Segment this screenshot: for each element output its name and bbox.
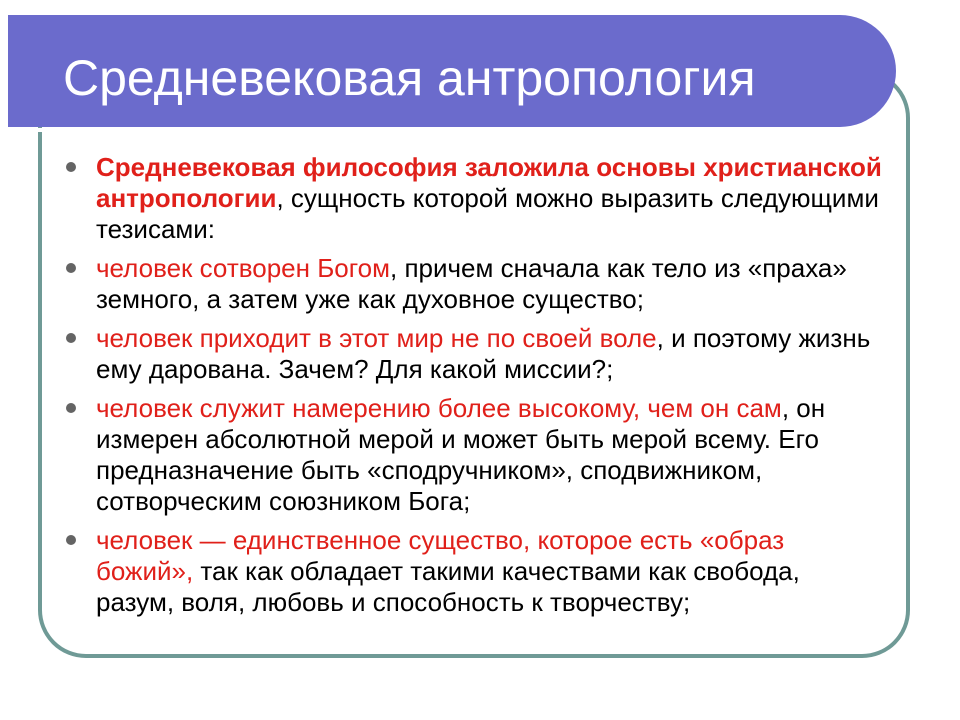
bullet-text bbox=[96, 253, 882, 315]
bullet-rest: , сущность которой можно выразить следующими тезисами: bbox=[96, 183, 879, 244]
bullet-rest: , он измерен абсолютной мерой и может быть мерой всему. Его предназначение быть «сподручником», сподвижником, сотворческим союзником Бога; bbox=[96, 393, 826, 516]
bullet-item bbox=[62, 525, 882, 618]
bullet-highlight: человек сотворен Богом bbox=[96, 253, 390, 283]
bullet-rest: , и поэтому жизнь ему дарована. Зачем? Для какой миссии?; bbox=[96, 323, 871, 384]
bullet-text bbox=[96, 152, 882, 245]
title-bar bbox=[8, 15, 896, 127]
bullet-highlight: человек служит намерению более высокому, чем он сам bbox=[96, 393, 782, 423]
bullet-item bbox=[62, 323, 882, 385]
bullet-highlight: человек — единственное существо, которое есть «образ божий», bbox=[96, 525, 785, 586]
bullet-dot-icon bbox=[66, 333, 76, 343]
bullet-dot-icon bbox=[66, 535, 76, 545]
bullet-rest: , причем сначала как тело из «праха» земного, а затем уже как духовное существо; bbox=[96, 253, 847, 314]
bullet-list bbox=[62, 152, 882, 618]
bullet-item bbox=[62, 253, 882, 315]
bullet-rest: так как обладает такими качествами как свобода, разум, воля, любовь и способность к творчеству; bbox=[96, 556, 800, 617]
bullet-highlight: человек приходит в этот мир не по своей воле bbox=[96, 323, 657, 353]
bullet-text bbox=[96, 323, 882, 385]
bullet-dot-icon bbox=[66, 403, 76, 413]
bullet-text bbox=[96, 393, 882, 517]
bullet-text bbox=[96, 525, 882, 618]
bullet-highlight: Средневековая философия заложила основы христианской антропологии bbox=[96, 152, 882, 213]
slide-title: Средневековая антропология bbox=[63, 50, 756, 106]
title-underline bbox=[8, 128, 848, 132]
bullet-dot-icon bbox=[66, 263, 76, 273]
bullet-item bbox=[62, 393, 882, 517]
bullet-dot-icon bbox=[66, 162, 76, 172]
bullet-item bbox=[62, 152, 882, 245]
